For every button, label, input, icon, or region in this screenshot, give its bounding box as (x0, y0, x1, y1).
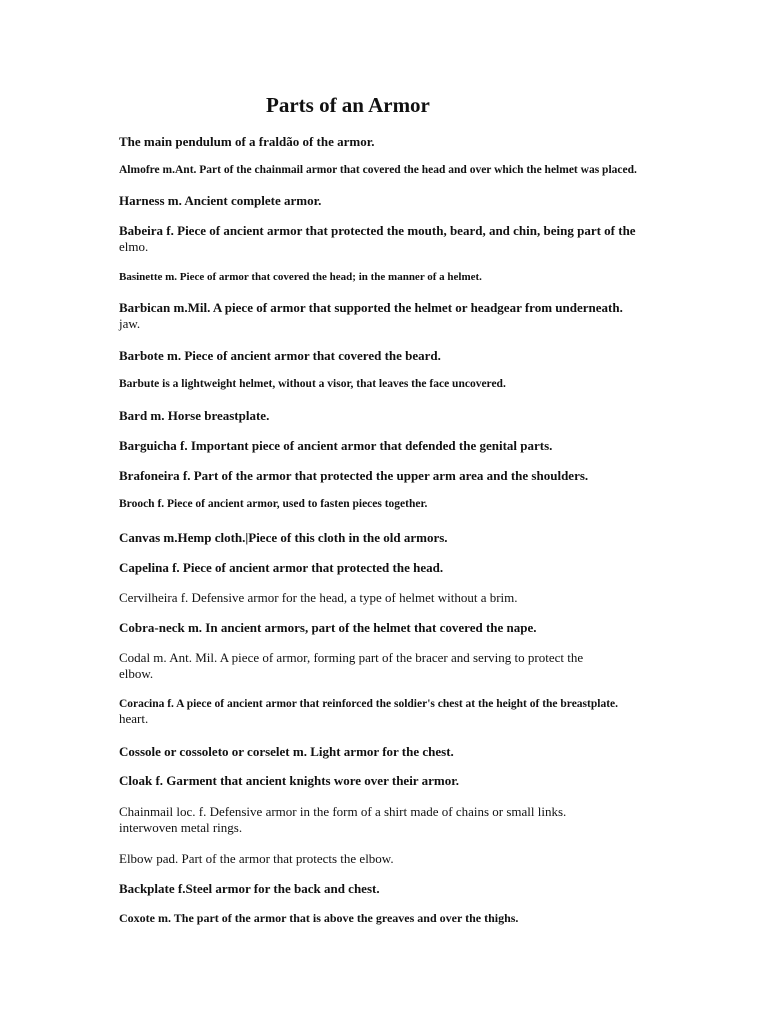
entry-text: Barbican m.Mil. A piece of armor that supported the helmet or headgear from underneath. (119, 300, 623, 315)
entry-text: Barbote m. Piece of ancient armor that covered the beard. (119, 348, 441, 363)
entry-codal (119, 650, 759, 683)
entry-almofre (119, 163, 759, 177)
entry-text: Coracina f. A piece of ancient armor that reinforced the soldier's chest at the height of the breastplate. (119, 698, 619, 710)
entry-text: Elbow pad. Part of the armor that protects the elbow. (119, 851, 394, 866)
entry-coxote (119, 911, 759, 926)
entry-text: Babeira f. Piece of ancient armor that protected the mouth, beard, and chin, being part of the (119, 223, 636, 238)
entry-text: Cervilheira f. Defensive armor for the head, a type of helmet without a brim. (119, 590, 518, 605)
entry-cobra-neck (119, 620, 759, 636)
entry-chainmail (119, 804, 759, 837)
entry-text: Basinette m. Piece of armor that covered the head; in the manner of a helmet. (119, 271, 482, 283)
entry-text: Cobra-neck m. In ancient armors, part of the helmet that covered the nape. (119, 620, 537, 635)
entry-cloak (119, 773, 759, 789)
entry-barbican (119, 300, 759, 333)
entry-barbote (119, 348, 759, 364)
entry-capelina (119, 560, 759, 576)
entry-basinette (119, 271, 759, 285)
entry-text: Bard m. Horse breastplate. (119, 408, 270, 423)
entry-coracina (119, 697, 759, 728)
entry-cossole (119, 744, 759, 760)
entry-main-pendulum (119, 134, 759, 150)
entry-barbute (119, 377, 759, 391)
entry-babeira (119, 223, 759, 256)
entry-text: Cloak f. Garment that ancient knights wore over their armor. (119, 773, 460, 788)
entry-text: Codal m. Ant. Mil. A piece of armor, forming part of the bracer and serving to protect the (119, 650, 584, 665)
entry-text: Capelina f. Piece of ancient armor that protected the head. (119, 560, 444, 575)
entry-text: Brooch f. Piece of ancient armor, used to fasten pieces together. (119, 498, 428, 510)
entry-brooch (119, 497, 759, 511)
entry-text: Almofre m.Ant. Part of the chainmail armor that covered the head and over which the helmet was placed. (119, 164, 637, 176)
entry-text: The main pendulum of a fraldão of the armor. (119, 134, 375, 149)
entry-harness (119, 193, 759, 209)
entry-barguicha (119, 438, 759, 454)
entry-continuation: heart. (119, 711, 149, 727)
entry-brafoneira (119, 468, 759, 484)
entry-canvas (119, 530, 759, 546)
entry-continuation: elbow. (119, 666, 154, 682)
entry-text: Harness m. Ancient complete armor. (119, 193, 322, 208)
entry-text: Barbute is a lightweight helmet, without a visor, that leaves the face uncovered. (119, 378, 506, 390)
entry-text: Chainmail loc. f. Defensive armor in the form of a shirt made of chains or small links. (119, 804, 567, 819)
entry-backplate (119, 881, 759, 897)
entry-text: Brafoneira f. Part of the armor that protected the upper arm area and the shoulders. (119, 468, 589, 483)
entry-text: Backplate f.Steel armor for the back and chest. (119, 881, 380, 896)
entry-bard (119, 408, 759, 424)
entry-cervilheira (119, 590, 759, 606)
entry-text: Canvas m.Hemp cloth.|Piece of this cloth in the old armors. (119, 530, 448, 545)
entry-continuation: jaw. (119, 316, 141, 332)
entry-continuation: elmo. (119, 239, 149, 255)
entry-text: Barguicha f. Important piece of ancient armor that defended the genital parts. (119, 438, 553, 453)
entry-continuation: interwoven metal rings. (119, 820, 243, 836)
entry-elbow-pad (119, 851, 759, 867)
page-title: Parts of an Armor (266, 93, 430, 117)
entry-text: Cossole or cossoleto or corselet m. Light armor for the chest. (119, 744, 454, 759)
entry-text: Coxote m. The part of the armor that is above the greaves and over the thighs. (119, 911, 519, 925)
